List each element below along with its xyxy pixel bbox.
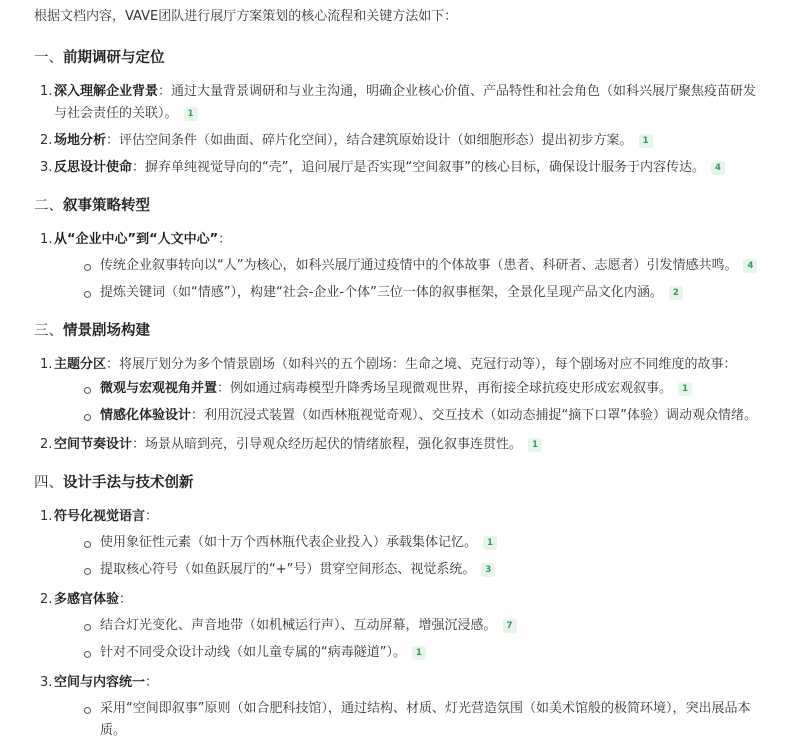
sub-list — [54, 615, 766, 664]
section-heading-4: 四、设计手法与技术创新 — [34, 475, 194, 491]
bullet-icon — [84, 568, 91, 575]
citation-badge[interactable]: 1 — [678, 382, 692, 396]
citation-badge[interactable]: 2 — [669, 286, 683, 300]
list-item: 1. 从“企业中心”到“人文中心”： 传统企业叙事转向以“人”为核心，如科兴展厅通过疫情中的个体故事（患者、科研者、志愿者）引发情感共鸣。 4 提炼关键词（如“情感”），构建“社会-企业-个体”三位一体的叙事框架，全景化呈现产品文化内涵。 2 — [34, 229, 766, 304]
list-item: 3. 空间与内容统一： 采用“空间即叙事”原则（如合肥科技馆），通过结构、材质、灯光营造氛围（如美术馆般的极简环境），突出展品本质。 — [34, 672, 766, 742]
list-item: 1. 深入理解企业背景：通过大量背景调研和与业主沟通，明确企业核心价值、产品特性和社会角色（如科兴展厅聚焦疫苗研发与社会责任的关联）。 1 — [40, 84, 757, 121]
sub-list-item: 情感化体验设计：利用沉浸式装置（如西林瓶视觉奇观）、交互技术（如动态捕捉“摘下口罩”体验）调动观众情绪。 — [54, 405, 766, 427]
sub-list-item: 结合灯光变化、声音地带（如机械运行声）、互动屏幕，增强沉浸感。 7 — [54, 615, 766, 637]
sub-list — [54, 378, 766, 427]
bullet-icon — [84, 541, 91, 548]
section-1-list — [34, 81, 766, 179]
list-item: 2. 多感官体验： 结合灯光变化、声音地带（如机械运行声）、互动屏幕，增强沉浸感。 7 针对不同受众设计动线（如儿童专属的“病毒隧道”）。 1 — [34, 589, 766, 664]
sub-list-item: 提取核心符号（如鱼跃展厅的“+”号）贯穿空间形态、视觉系统。 3 — [54, 559, 766, 581]
sub-list-item: 使用象征性元素（如十万个西林瓶代表企业投入）承载集体记忆。 1 — [54, 532, 766, 554]
bullet-icon — [84, 651, 91, 658]
section-2-list — [34, 229, 766, 304]
bullet-icon — [84, 707, 91, 714]
bullet-icon — [84, 414, 91, 421]
citation-badge[interactable]: 1 — [483, 536, 497, 550]
list-item: 3. 反思设计使命：摒弃单纯视觉导向的“壳”，追问展厅是否实现“空间叙事”的核心目标，确保设计服务于内容传达。 4 — [34, 157, 766, 179]
citation-badge[interactable]: 3 — [481, 563, 495, 577]
section-heading-1: 一、前期调研与定位 — [34, 50, 165, 66]
citation-badge[interactable]: 1 — [639, 134, 653, 148]
sub-list — [54, 698, 766, 742]
citation-badge[interactable]: 1 — [412, 646, 426, 660]
bullet-icon — [84, 624, 91, 631]
sub-list-item: 微观与宏观视角并置：例如通过病毒模型升降秀场呈现微观世界，再衔接全球抗疫史形成宏观叙事。 1 — [54, 378, 766, 400]
list-item: 1. 符号化视觉语言： 使用象征性元素（如十万个西林瓶代表企业投入）承载集体记忆。 1 提取核心符号（如鱼跃展厅的“+”号）贯穿空间形态、视觉系统。 3 — [34, 506, 766, 581]
citation-badge[interactable]: 1 — [528, 438, 542, 452]
bullet-icon — [84, 291, 91, 298]
sub-list — [54, 532, 766, 581]
sub-list-item: 针对不同受众设计动线（如儿童专属的“病毒隧道”）。 1 — [54, 642, 766, 664]
list-item: 2. 空间节奏设计：场景从暗到亮，引导观众经历起伏的情绪旅程，强化叙事连贯性。 1 — [34, 434, 766, 456]
citation-badge[interactable]: 4 — [711, 161, 725, 175]
sub-list — [54, 255, 766, 304]
citation-badge[interactable]: 7 — [503, 619, 517, 633]
section-heading-2: 二、叙事策略转型 — [34, 198, 150, 214]
list-item: 1. 主题分区：将展厅划分为多个情景剧场（如科兴的五个剧场：生命之境、克冠行动等），每个剧场对应不同维度的故事： 微观与宏观视角并置：例如通过病毒模型升降秀场呈现微观世界，再衔接全球抗疫史形成宏观叙事。 1 情感化体验设计：利用沉浸式装置（如西林瓶视觉奇观）、交互技术（如动态捕捉“摘下口罩”体验）调动观众情绪。 — [34, 354, 766, 427]
section-4-list — [34, 506, 766, 742]
sub-list-item: 采用“空间即叙事”原则（如合肥科技馆），通过结构、材质、灯光营造氛围（如美术馆般的极简环境），突出展品本质。 — [54, 698, 766, 742]
section-heading-3: 三、情景剧场构建 — [34, 323, 150, 339]
citation-badge[interactable]: 4 — [743, 259, 757, 273]
citation-badge[interactable]: 1 — [184, 107, 198, 121]
list-item: 2. 场地分析：评估空间条件（如曲面、碎片化空间），结合建筑原始设计（如细胞形态）提出初步方案。 1 — [34, 130, 766, 152]
sub-list-item: 提炼关键词（如“情感”），构建“社会-企业-个体”三位一体的叙事框架，全景化呈现产品文化内涵。 2 — [54, 282, 766, 304]
bullet-icon — [84, 264, 91, 271]
intro-text: 根据文档内容，VAVE团队进行展厅方案策划的核心流程和关键方法如下： — [34, 9, 458, 24]
sub-list-item: 传统企业叙事转向以“人”为核心，如科兴展厅通过疫情中的个体故事（患者、科研者、志愿者）引发情感共鸣。 4 — [54, 255, 766, 277]
section-3-list — [34, 354, 766, 456]
bullet-icon — [84, 387, 91, 394]
